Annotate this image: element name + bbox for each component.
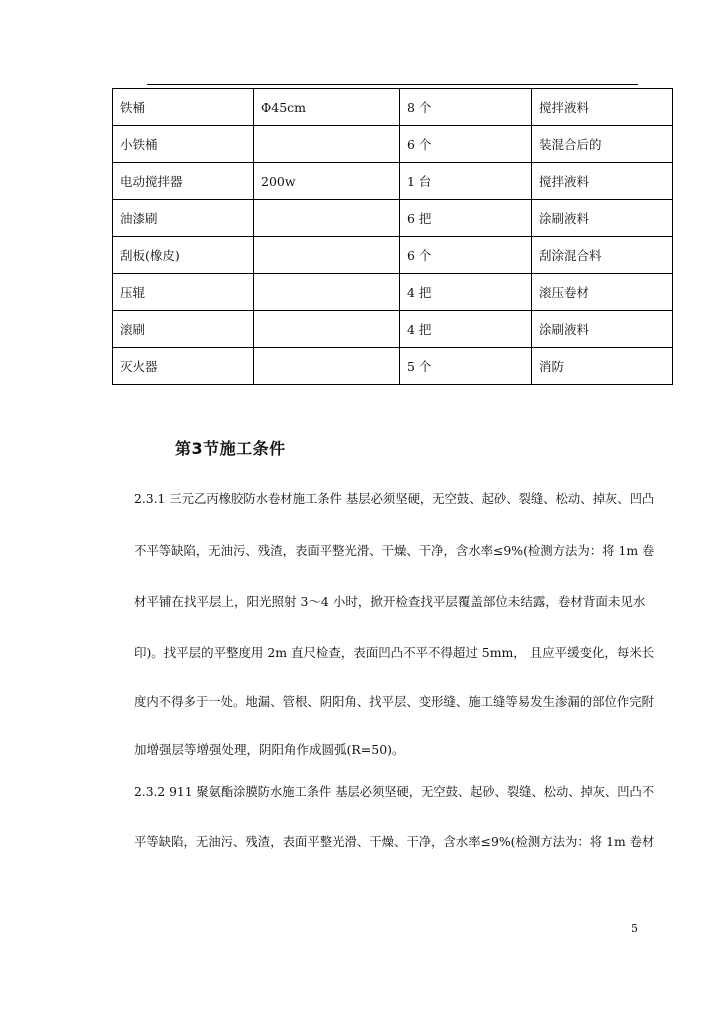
- spec-cell: Φ45cm: [254, 89, 400, 126]
- table-row: [113, 163, 673, 200]
- table-row: [113, 274, 673, 311]
- quantity-cell: 6 个: [400, 237, 532, 274]
- tool-name-cell: 铁桶: [113, 89, 254, 126]
- tool-name-cell: 油漆刷: [113, 200, 254, 237]
- purpose-cell: 涂刷液料: [532, 311, 673, 348]
- purpose-cell: 滚压卷材: [532, 274, 673, 311]
- body-text-line: 2.3.2 911 聚氨酯涂膜防水施工条件 基层必须坚硬，无空鼓、起砂、裂缝、松动、掉灰、凹凸不: [134, 784, 655, 799]
- purpose-cell: 搅拌液料: [532, 163, 673, 200]
- quantity-cell: 8 个: [400, 89, 532, 126]
- quantity-cell: 4 把: [400, 311, 532, 348]
- body-text-line: 不平等缺陷，无油污、残渣，表面平整光滑、干燥、干净，含水率≤9%(检测方法为：将 1m 卷: [134, 543, 655, 558]
- quantity-cell: 6 个: [400, 126, 532, 163]
- table-row: [113, 200, 673, 237]
- body-text-line: 材平铺在找平层上，阳光照射 3～4 小时，掀开检查找平层覆盖部位未结露，卷材背面未见水: [134, 594, 646, 609]
- quantity-cell: 6 把: [400, 200, 532, 237]
- body-text-line: 度内不得多于一处。地漏、管根、阴阳角、找平层、变形缝、施工缝等易发生渗漏的部位作完附: [134, 694, 655, 709]
- equipment-table: [112, 88, 673, 385]
- body-text-line: 2.3.1 三元乙丙橡胶防水卷材施工条件 基层必须坚硬，无空鼓、起砂、裂缝、松动、掉灰、凹凸: [134, 491, 655, 506]
- purpose-cell: 涂刷液料: [532, 200, 673, 237]
- quantity-cell: 5 个: [400, 348, 532, 385]
- tool-name-cell: 灭火器: [113, 348, 254, 385]
- spec-cell: [254, 348, 400, 385]
- tool-name-cell: 滚刷: [113, 311, 254, 348]
- purpose-cell: 刮涂混合料: [532, 237, 673, 274]
- spec-cell: [254, 311, 400, 348]
- spec-cell: 200w: [254, 163, 400, 200]
- tool-name-cell: 小铁桶: [113, 126, 254, 163]
- spec-cell: [254, 126, 400, 163]
- spec-cell: [254, 200, 400, 237]
- purpose-cell: 搅拌液料: [532, 89, 673, 126]
- tool-name-cell: 压辊: [113, 274, 254, 311]
- table-row: [113, 348, 673, 385]
- table-row: [113, 89, 673, 126]
- body-text-line: 加增强层等增强处理，阴阳角作成圆弧(R=50)。: [134, 742, 405, 757]
- body-text-line: 印)。找平层的平整度用 2m 直尺检查，表面凹凸不平不得超过 5mm， 且应平缓变化，每米长: [134, 645, 655, 660]
- quantity-cell: 4 把: [400, 274, 532, 311]
- table-row: [113, 311, 673, 348]
- spec-cell: [254, 274, 400, 311]
- spec-cell: [254, 237, 400, 274]
- purpose-cell: 装混合后的: [532, 126, 673, 163]
- table-row: [113, 126, 673, 163]
- page-number: 5: [631, 922, 638, 935]
- tool-name-cell: 刮板(橡皮): [113, 237, 254, 274]
- tool-name-cell: 电动搅拌器: [113, 163, 254, 200]
- purpose-cell: 消防: [532, 348, 673, 385]
- section-title: 第3节施工条件: [175, 439, 286, 458]
- table-row: [113, 237, 673, 274]
- header-rule: [147, 84, 638, 85]
- quantity-cell: 1 台: [400, 163, 532, 200]
- body-text-line: 平等缺陷，无油污、残渣，表面平整光滑、干燥、干净，含水率≤9%(检测方法为：将 1m 卷材: [134, 834, 655, 849]
